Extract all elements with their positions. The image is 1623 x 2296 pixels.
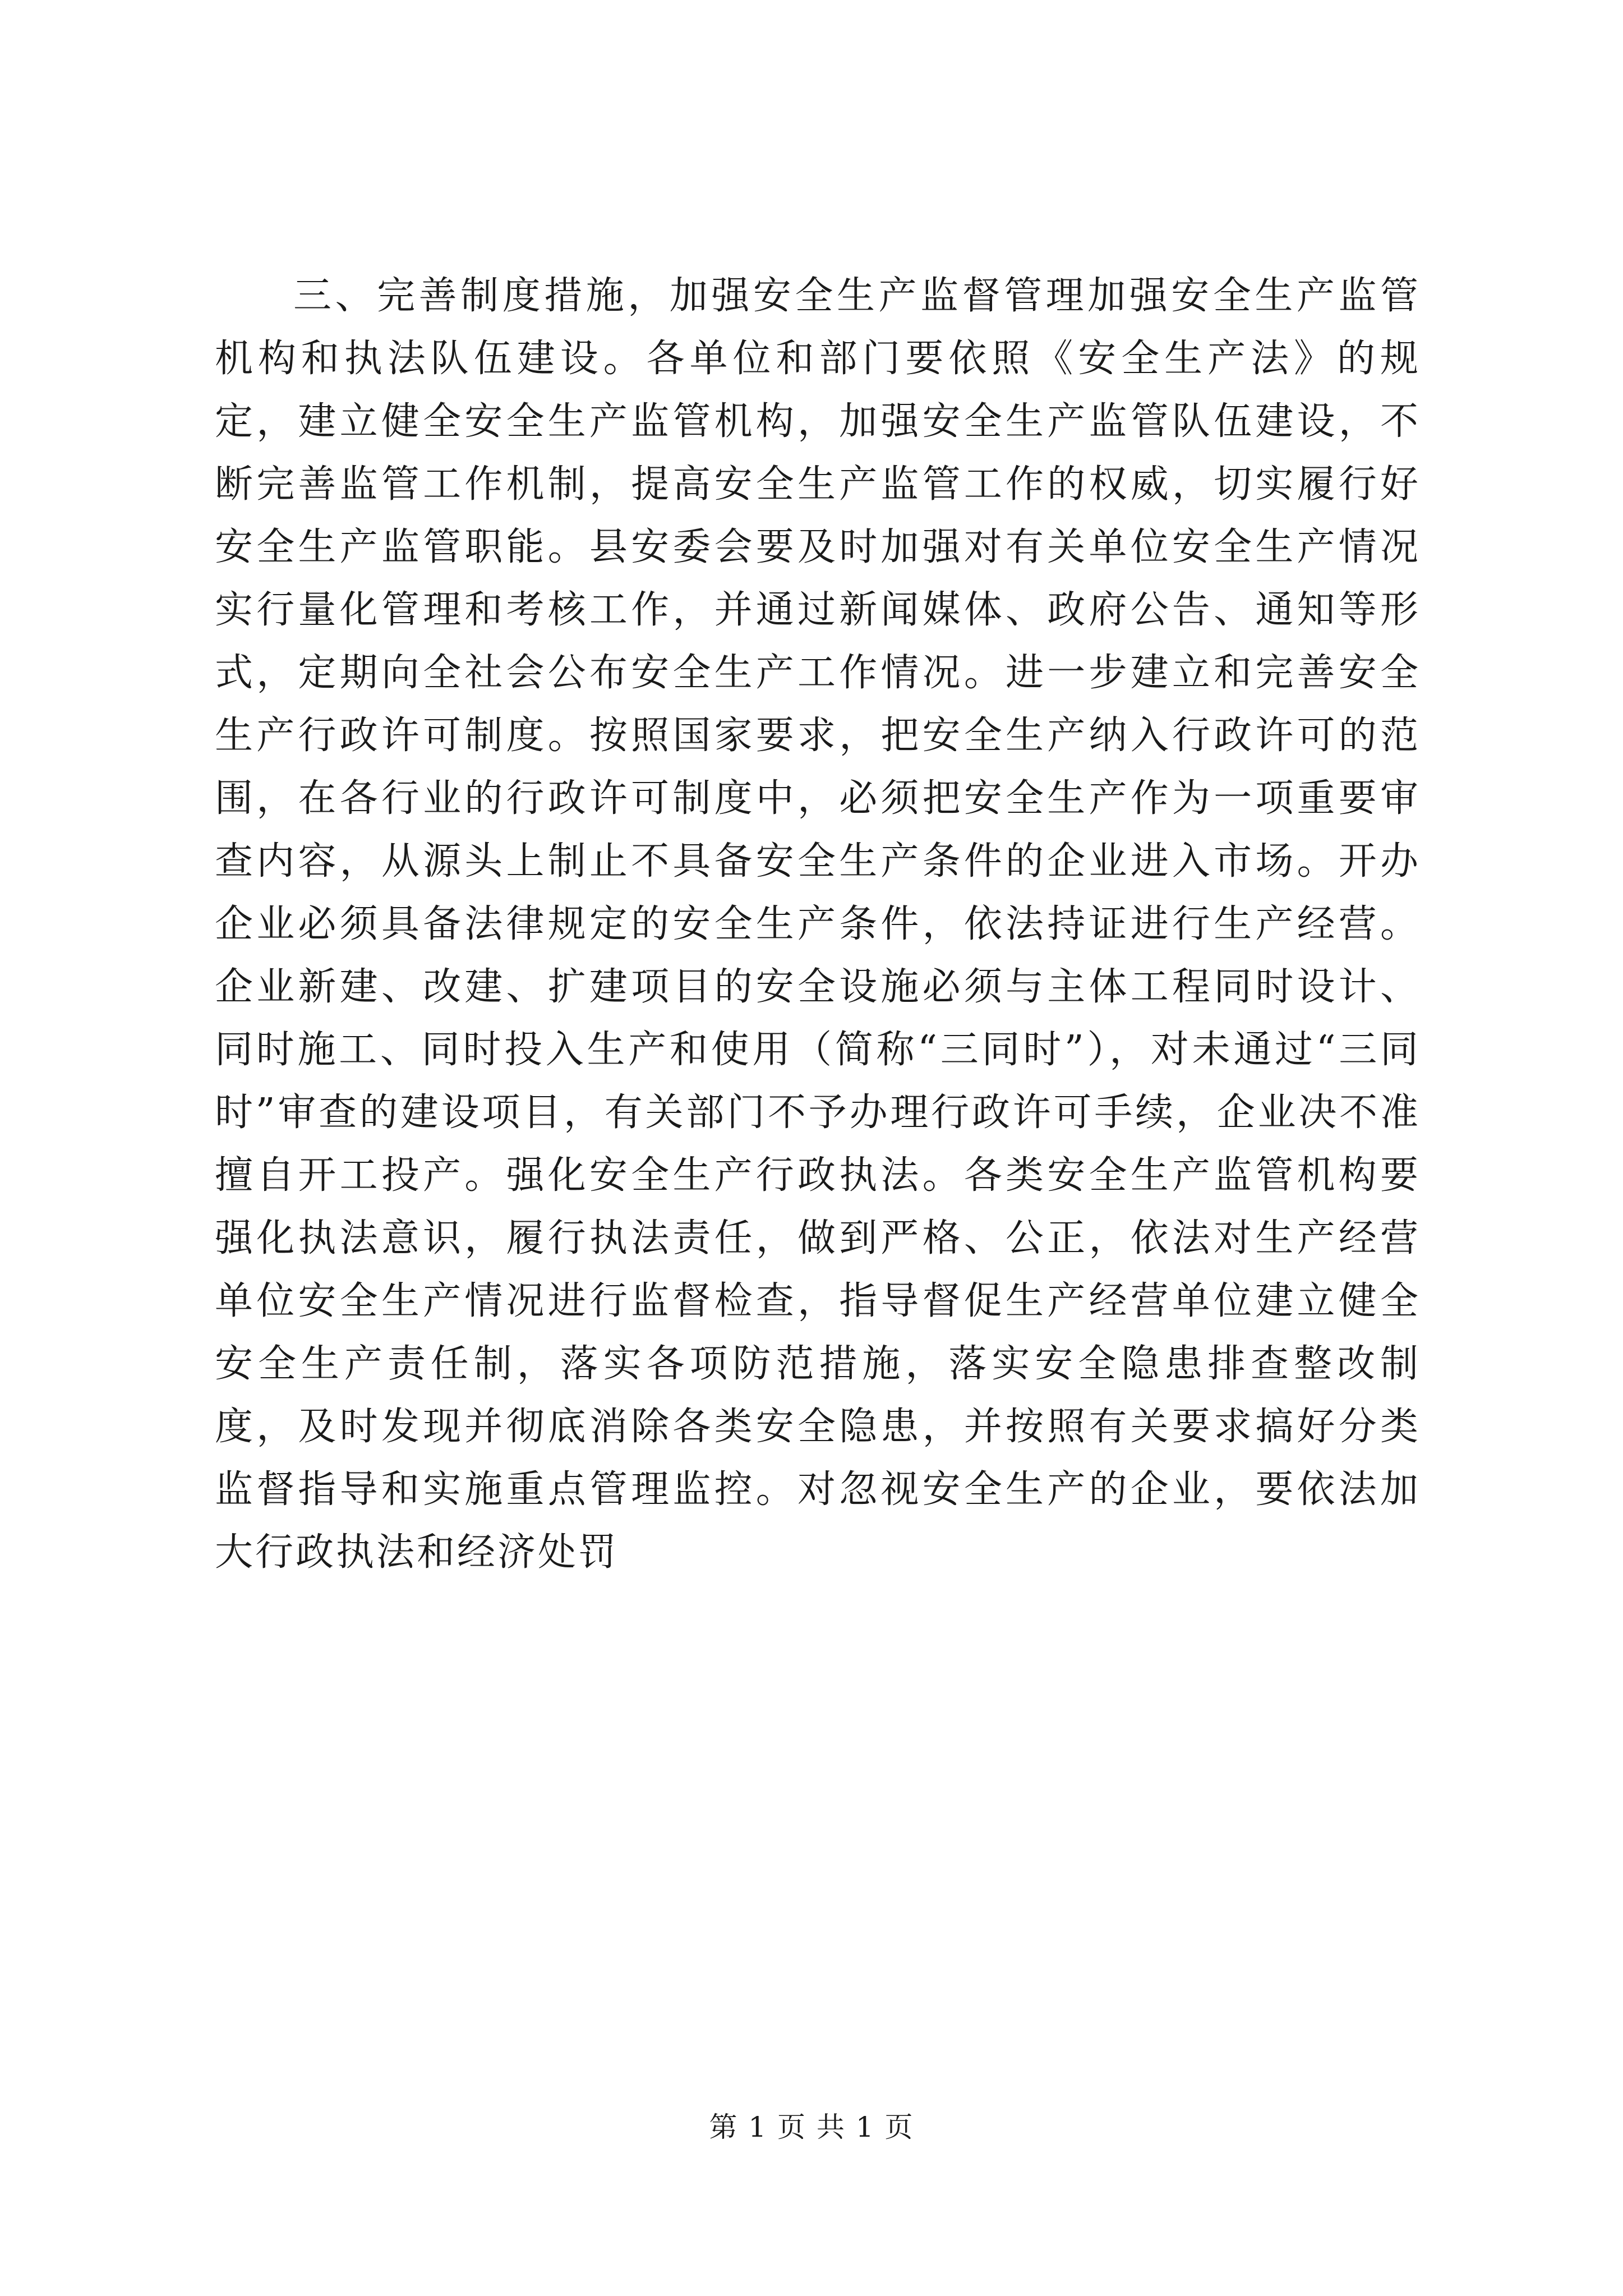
page-footer: 第 1 页 共 1 页 — [709, 2111, 914, 2143]
body-paragraph: 三、完善制度措施，加强安全生产监督管理加强安全生产监管机构和执法队伍建设。各单位和部门要依照《安全生产法》的规定，建立健全安全生产监管机构，加强安全生产监管队伍建设，不断完善监管工作机制，提高安全生产监管工作的权威，切实履行好安全生产监管职能。县安委会要及时加强对有关单位安全生产情况实行量化管理和考核工作，并通过新闻媒体、政府公告、通知等形式，定期向全社会公布安全生产工作情况。进一步建立和完善安全生产行政许可制度。按照国家要求，把安全生产纳入行政许可的范围，在各行业的行政许可制度中，必须把安全生产作为一项重要审查内容，从源头上制止不具备安全生产条件的企业进入市场。开办企业必须具备法律规定的安全生产条件，依法持证进行生产经营。企业新建、改建、扩建项目的安全设施必须与主体工程同时设计、同时施工、同时投入生产和使用（简称“三同时”），对未通过“三同时”审查的建设项目，有关部门不予办理行政许可手续，企业决不准擅自开工投产。强化安全生产行政执法。各类安全生产监管机构要强化执法意识，履行执法责任，做到严格、公正，依法对生产经营单位安全生产情况进行监督检查，指导督促生产经营单位建立健全安全生产责任制，落实各项防范措施，落实安全隐患排查整改制度，及时发现并彻底消除各类安全隐患，并按照有关要求搞好分类监督指导和实施重点管理监控。对忽视安全生产的企业，要依法加大行政执法和经济处罚 — [215, 274, 1421, 1575]
